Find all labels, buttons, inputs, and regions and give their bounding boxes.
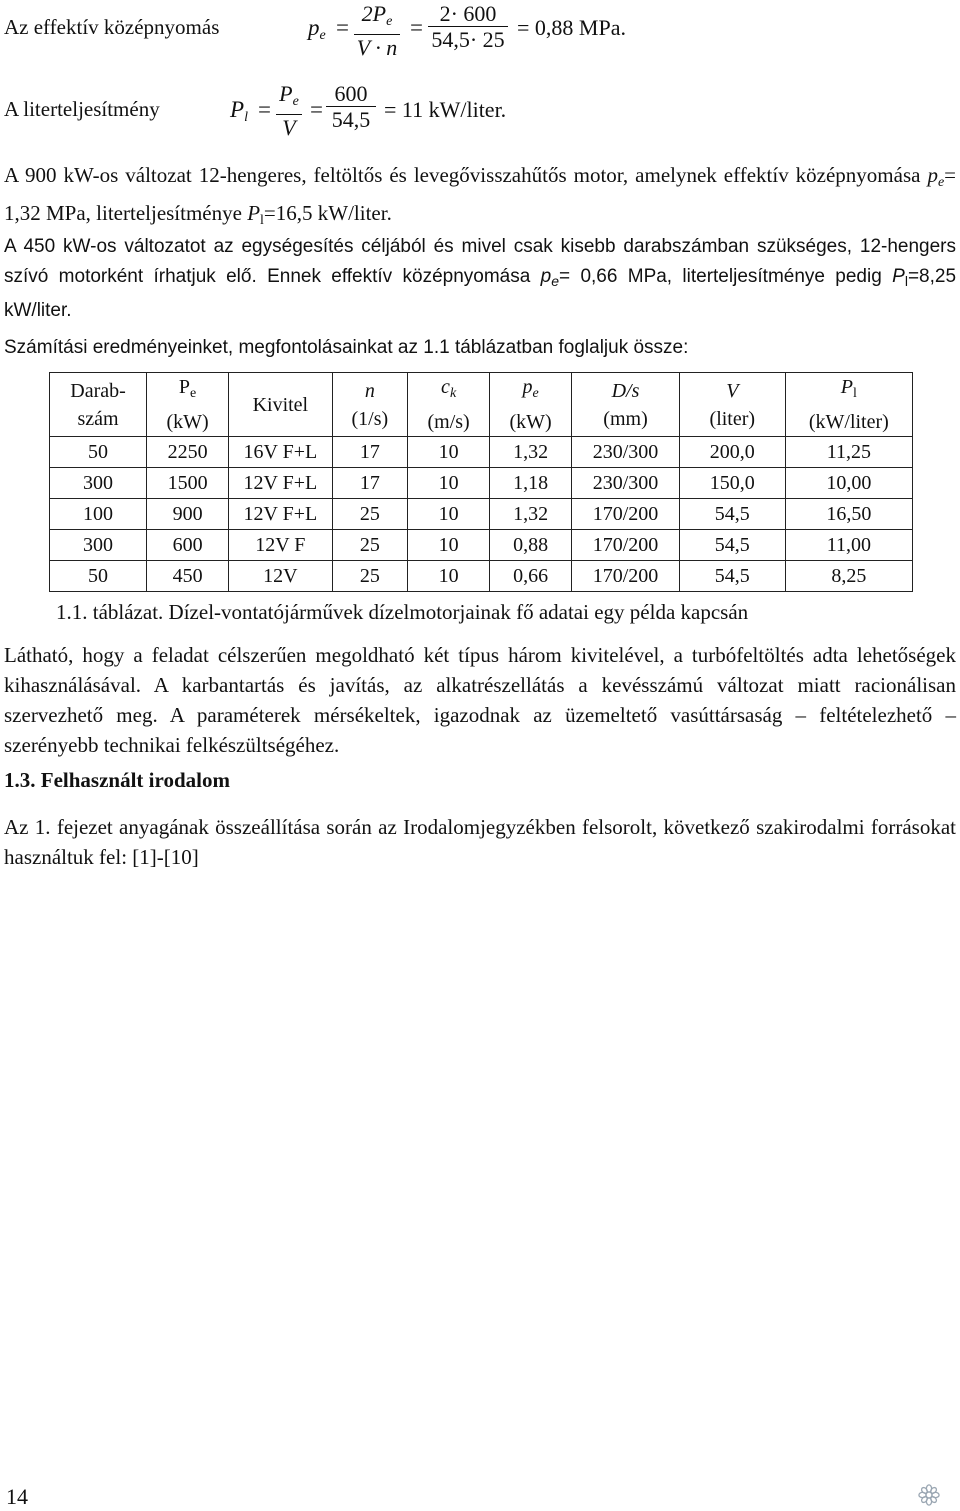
table-row: 300 1500 12V F+L 17 10 1,18 230/300 150,0 10,00 <box>50 468 913 499</box>
equation-lhs: $p_e$ <box>308 15 326 43</box>
header-volume: V (liter) <box>679 373 785 437</box>
page-number: 14 <box>6 1484 28 1509</box>
equation-label: Az effektív középnyomás <box>4 15 220 39</box>
equation-result: = 0,88 MPa. <box>517 15 626 40</box>
table-row: 100 900 12V F+L 25 10 1,32 170/200 54,5 16,50 <box>50 499 913 530</box>
header-liter-power: $P_l$ (kW/liter) <box>785 373 912 437</box>
header-piston-speed: $c_k$ (m/s) <box>408 373 490 437</box>
caption-text: Dízel-vontatójárművek dízelmotorjainak fő adatai egy példa kapcsán <box>163 600 749 624</box>
paragraph-conclusion: Látható, hogy a feladat célszerűen megoldható két típus három kivitelével, a turbófeltöltés adta lehetőségek kihasználásával. A karbantartás és javítás, az alkatrészellátás a kevésszámú változat miatt racionálisan szervezhető meg. A paraméterek mérsékeltek, igazodnak az üzemeltető vasúttársaság – feltételezhető – szerényebb technikai felkészültségéhez. <box>4 643 956 757</box>
fraction-numeric: $\frac{600}{54,5}$ <box>326 82 376 133</box>
table-row: 50 450 12V 25 10 0,66 170/200 54,5 8,25 <box>50 561 913 592</box>
header-mean-pressure: $p_e$ (kW) <box>490 373 572 437</box>
table-header-row <box>50 373 913 437</box>
paragraph-900kw: A 900 kW-os változat 12-hengeres, feltöltős és levegővisszahűtős motor, amelynek effektív középnyomása $p_e= 1,32$ MPa, literteljesítménye $P_l=16,5$ kW/liter. <box>4 163 956 228</box>
header-power: $P_e$ (kW) <box>147 373 229 437</box>
paragraph-summary-intro: Számítási eredményeinket, megfontolásainkat az 1.1 táblázatban foglaljuk össze: <box>4 337 689 358</box>
header-count: Darab- szám <box>50 373 147 437</box>
engine-data-table <box>49 372 913 592</box>
equation-result: = 11 kW/liter. <box>384 97 507 122</box>
header-bore-stroke: D/s (mm) <box>572 373 680 437</box>
paragraph-references: Az 1. fejezet anyagának összeállítása során az Irodalomjegyzékben felsorolt, következő szakirodalmi forrásokat használtuk fel: [1]-[10] <box>4 815 956 869</box>
caption-label: 1.1. táblázat. <box>56 600 164 624</box>
table-row: 300 600 12V F 25 10 0,88 170/200 54,5 11,00 <box>50 530 913 561</box>
fraction-numeric: $\frac{2\cdot 600}{54,5\cdot 25}$ <box>428 2 508 53</box>
section-heading: 1.3. Felhasznált irodalom <box>4 768 230 792</box>
equation-lhs: $P_l$ <box>230 97 248 125</box>
flower-logo-icon <box>918 1484 940 1506</box>
equation-label: A literteljesítmény <box>4 97 160 121</box>
fraction-symbolic: $\frac{2P_e}{V \cdot n}$ <box>354 2 400 61</box>
header-speed: n (1/s) <box>332 373 408 437</box>
table-row: 50 2250 16V F+L 17 10 1,32 230/300 200,0 11,25 <box>50 437 913 468</box>
fraction-symbolic: $\frac{P_e}{V}$ <box>276 82 302 141</box>
table-caption <box>56 598 748 626</box>
paragraph-450kw: A 450 kW-os változatot az egységesítés céljából és mivel csak kisebb darabszámban szükséges, 12-hengers szívó motorként írhatjuk elő. Ennek effektív középnyomása $p_e= 0,66$ MPa, literteljesítménye pedig $P_l=8,25$ kW/liter. <box>4 236 957 321</box>
header-design: Kivitel <box>229 373 333 437</box>
